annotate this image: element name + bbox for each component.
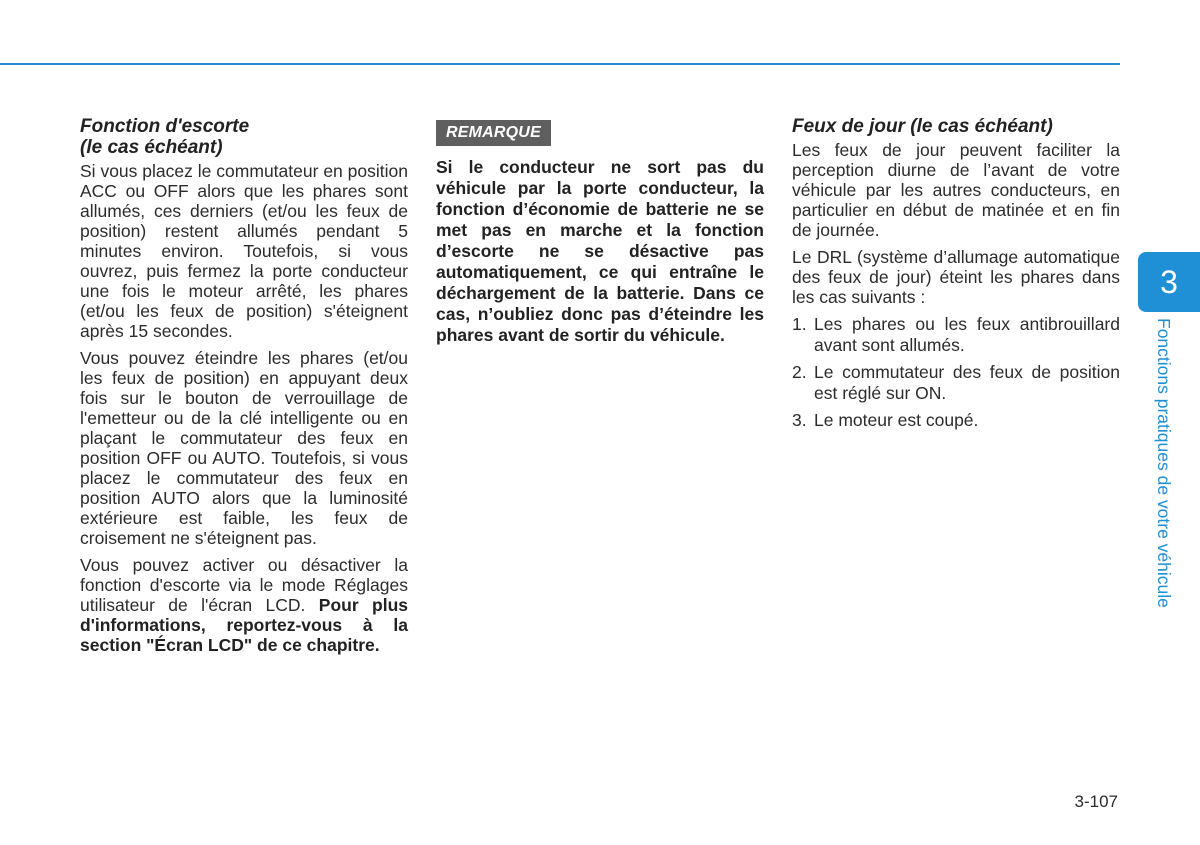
chapter-title-vertical: Fonctions pratiques de votre véhicule — [1154, 318, 1174, 608]
heading-line-1: Fonction d'escorte — [80, 116, 250, 137]
chapter-number: 3 — [1160, 263, 1178, 300]
section-heading-drl: Feux de jour (le cas échéant) — [792, 116, 1053, 137]
list-item — [792, 362, 1120, 404]
chapter-tab[interactable] — [1138, 252, 1200, 312]
list-item — [792, 410, 1120, 431]
escort-paragraph-1: Si vous placez le commutateur en position ACC ou OFF alors que les phares sont allumés, ces derniers (et/ou les feux de position) restent allumés pendant 5 minutes environ. Toutefois, si vous ouvrez, puis fermez la porte conducteur une fois le moteur arrêté, les phares (et/ou les feux de position) s'éteignent après 15 secondes. — [80, 161, 408, 341]
list-item-number: 1. — [792, 314, 807, 334]
escort-paragraph-3 — [80, 555, 408, 655]
drl-paragraph-1: Les feux de jour peuvent faciliter la perception diurne de l’avant de votre véhicule par les autres conducteurs, en particulier en début de matinée et en fin de journée. — [792, 140, 1120, 240]
list-item-number: 3. — [792, 410, 807, 430]
escort-paragraph-3-reference: Pour plus d'informations, reportez-vous à la section "Écran LCD" de ce chapitre. — [80, 595, 408, 655]
list-item-text: Le moteur est coupé. — [814, 410, 979, 430]
middle-column — [436, 116, 764, 346]
drl-conditions-list — [792, 314, 1120, 431]
escort-paragraph-3-text: Vous pouvez activer ou désactiver la fonction d'escorte via le mode Réglages utilisateur de l'écran LCD. — [80, 555, 408, 615]
header-rule — [0, 63, 1120, 65]
list-item-text: Les phares ou les feux antibrouillard avant sont allumés. — [814, 314, 1120, 355]
heading-line-2: (le cas échéant) — [80, 137, 223, 158]
left-column — [80, 116, 408, 662]
list-item-text: Le commutateur des feux de position est réglé sur ON. — [814, 362, 1120, 403]
drl-paragraph-2: Le DRL (système d’allumage automatique des feux de jour) éteint les phares dans les cas suivants : — [792, 247, 1120, 307]
escort-paragraph-2: Vous pouvez éteindre les phares (et/ou les feux de position) en appuyant deux fois sur le bouton de verrouillage de l'emetteur ou de la clé intelligente ou en plaçant le commutateur des feux en position OFF ou AUTO. Toutefois, si vous placez le commutateur des feux en position AUTO alors que la luminosité extérieure est faible, les feux de croisement ne s'éteignent pas. — [80, 348, 408, 548]
right-column — [792, 116, 1120, 437]
section-heading-escort — [80, 116, 408, 158]
list-item — [792, 314, 1120, 356]
remarque-badge: REMARQUE — [436, 120, 551, 146]
remarque-note: Si le conducteur ne sort pas du véhicule par la porte conducteur, la fonction d’économie de batterie ne se met pas en marche et la fonction d’escorte ne se désactive pas automatiquement, ce qui entraîne le déchargement de la batterie. Dans ce cas, n’oubliez donc pas d’éteindre les phares avant de sortir du véhicule. — [436, 157, 764, 345]
page-number: 3-107 — [1074, 792, 1118, 811]
list-item-number: 2. — [792, 362, 807, 382]
